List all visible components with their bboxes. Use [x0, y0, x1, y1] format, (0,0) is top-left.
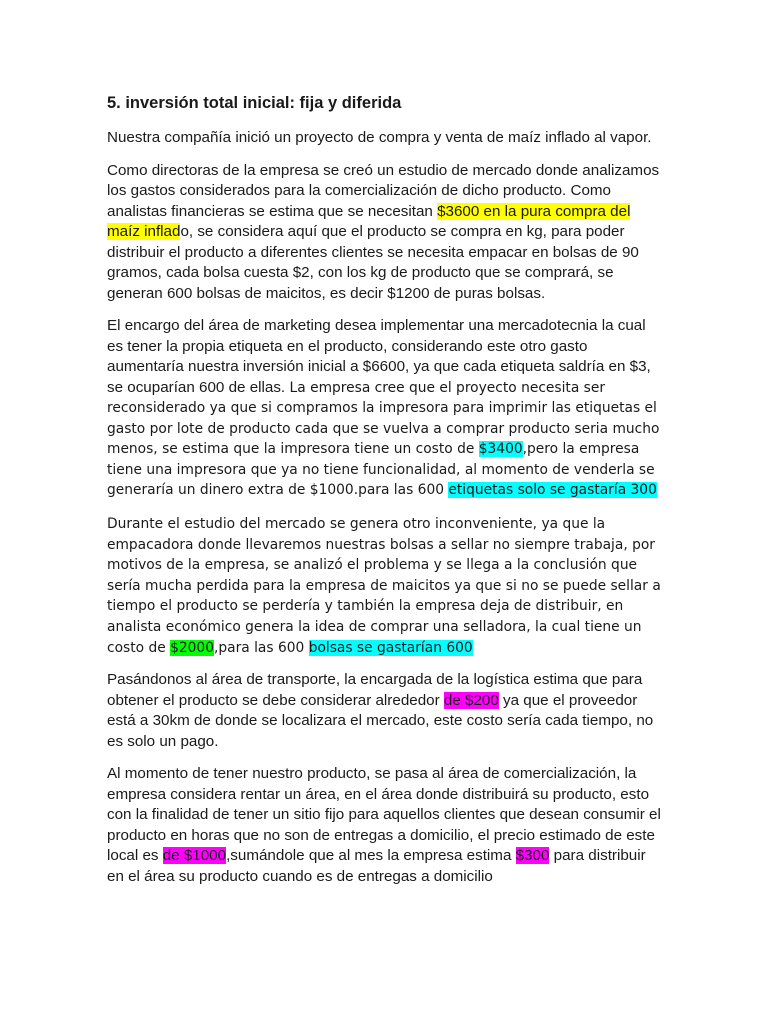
highlight-bags-cost: bolsas se gastarían 600 — [308, 639, 473, 656]
paragraph-text: para distribuir en el área su producto cuando es de entregas a domicilio — [107, 847, 646, 885]
paragraph-market-study — [107, 161, 663, 305]
paragraph-text: La empresa cree que el proyecto necesita ser reconsiderado ya que si compramos la impresora para imprimir las etiquetas el gasto por lote de producto cada que se vuelva a comprar producto seria mucho menos, se estima que la impresora tiene un costo de — [107, 379, 660, 458]
paragraph-text: Como directoras de la empresa se creó un estudio de mercado donde analizamos los gastos considerados para la comercialización de dicho producto. Como analistas financieras se estima que se necesitan — [107, 161, 660, 220]
paragraph-marketing — [107, 316, 663, 501]
document-page — [107, 92, 663, 887]
paragraph-sealer — [107, 514, 663, 658]
paragraph-text: ,para las 600 — [213, 639, 309, 656]
highlight-transport-cost: de $200 — [443, 691, 499, 709]
paragraph-text: Pasándonos al área de transporte, la encargada de la logística estima que para obtener el producto se debe considerar alrededor — [107, 671, 643, 709]
highlight-printer-cost: $3400 — [478, 441, 523, 458]
paragraph-text: o, se considera aquí que el producto se compra en kg, para poder distribuir el producto a diferentes clientes se necesita empacar en bolsas de 90 gramos, cada bolsa cuesta $2, con los kg de producto que se comprará, se generan 600 bolsas de maicitos, es decir $1200 de puras bolsas. — [107, 223, 639, 302]
document-title: 5. inversión total inicial: fija y diferida — [107, 94, 402, 112]
paragraph-text: Durante el estudio del mercado se genera otro inconveniente, ya que la empacadora donde llevaremos nuestras bolsas a sellar no siempre trabaja, por motivos de la empresa, se analizó el problema y se llega a la conclusión que sería mucha perdida para la empresa de maicitos ya que si no se puede sellar a tiempo el producto se perdería y también la empresa deja de distribuir, en analista económico genera la idea de comprar una selladora, la cual tiene un costo de — [107, 516, 661, 656]
paragraph-commercialization — [107, 764, 663, 887]
paragraph-text: ,sumándole que al mes la empresa estima — [226, 847, 516, 865]
paragraph-text: ya que el proveedor está a 30km de donde se localizara el mercado, este costo sería cada tiempo, no es solo un pago. — [107, 691, 654, 750]
highlight-sealer-cost: $2000 — [170, 639, 214, 656]
highlight-labels-cost: etiquetas solo se gastaría 300 — [448, 482, 657, 499]
paragraph-text: Nuestra compañía inició un proyecto de compra y venta de maíz inflado al vapor. — [107, 129, 652, 146]
paragraph-text: Al momento de tener nuestro producto, se pasa al área de comercialización, la empresa considera rentar un área, en el área donde distribuirá su producto, esto con la finalidad de tener un sitio fijo para aquellos clientes que desean consumir el producto en horas que no son de entregas a domicilio, el precio estimado de este local es — [107, 765, 661, 865]
paragraph-transport — [107, 670, 663, 752]
highlight-delivery-cost: $300 — [515, 847, 550, 865]
highlight-corn-purchase: $3600 en la pura compra del maíz inflad — [107, 202, 631, 240]
paragraph-text: El encargo del área de marketing desea implementar una mercadotecnia la cual es tener la propia etiqueta en el producto, considerando este otro gasto aumentaría nuestra inversión inicial a $6600, ya que cada etiqueta saldría en $3, se ocuparían 600 de ellas. — [107, 317, 651, 396]
paragraph-text: ,pero la empresa tiene una impresora que ya no tiene funcionalidad, al momento de venderla se generaría un dinero extra de $1000.para las 600 — [107, 441, 655, 499]
highlight-rent-cost: de $1000 — [162, 847, 227, 865]
paragraph-intro — [107, 128, 663, 149]
